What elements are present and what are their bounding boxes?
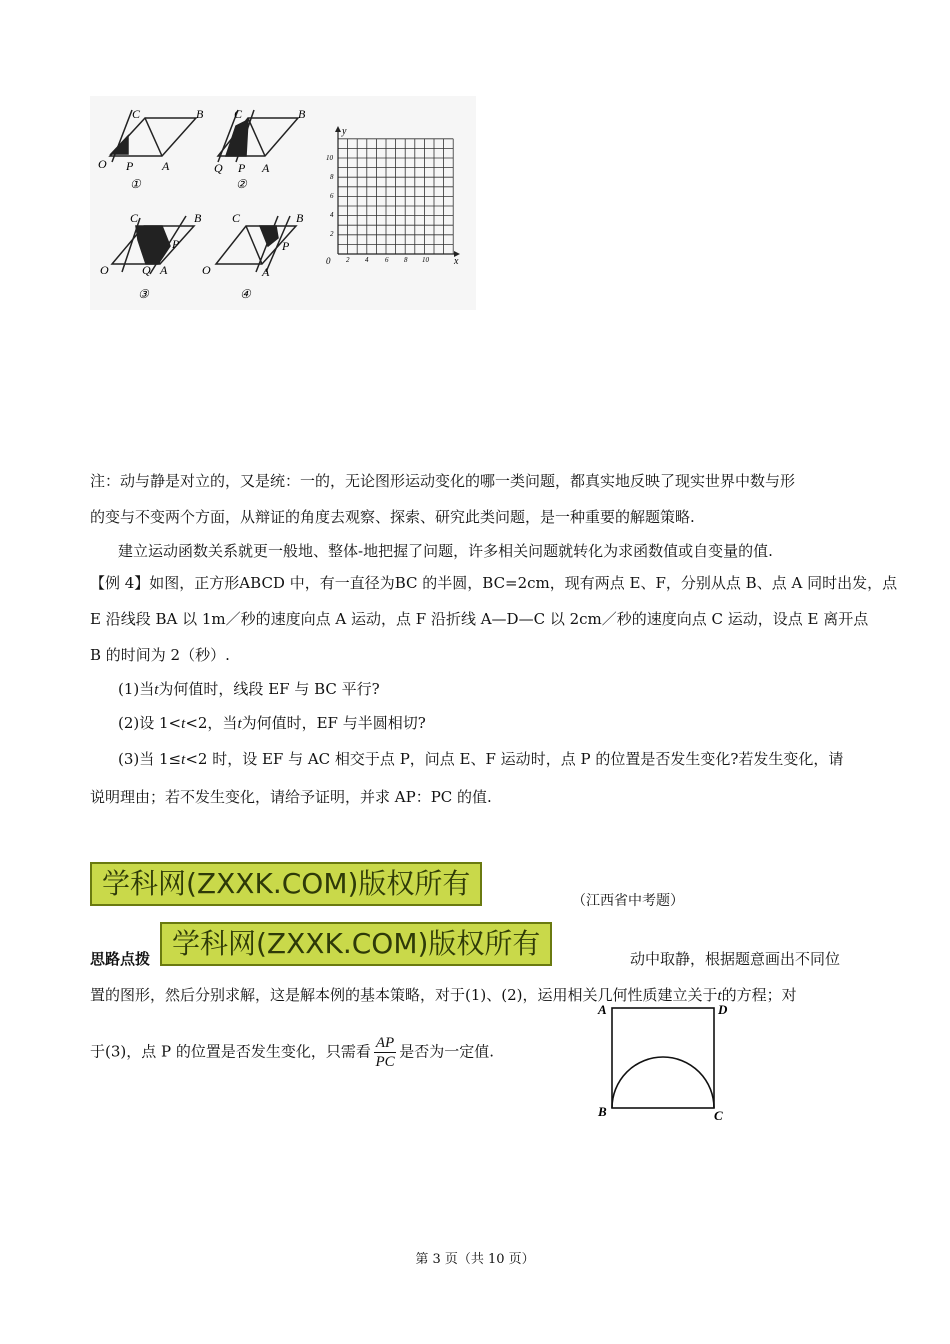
label-p1: P bbox=[126, 159, 134, 173]
caption-4: ④ bbox=[240, 287, 251, 301]
coordinate-grid bbox=[338, 139, 453, 254]
motion-figures bbox=[90, 96, 476, 310]
label-b4: B bbox=[296, 211, 304, 225]
hint-line-1: 动中取静，根据题意画出不同位 bbox=[630, 950, 841, 968]
label-c: C bbox=[714, 1108, 723, 1123]
x-tick: 6 bbox=[385, 256, 389, 264]
label-c2: C bbox=[234, 107, 243, 121]
label-o4: O bbox=[202, 263, 211, 277]
label-a2: A bbox=[262, 161, 270, 175]
label-q2: Q bbox=[214, 161, 223, 175]
question-1: (1)当t为何值时，线段 EF 与 BC 平行? bbox=[118, 680, 380, 698]
label-o1: O bbox=[98, 157, 107, 171]
y-tick: 4 bbox=[330, 211, 334, 219]
rhombus-3 bbox=[112, 216, 194, 274]
label-a3: A bbox=[160, 263, 168, 277]
question-2: (2)设 1<t<2，当t为何值时，EF 与半圆相切? bbox=[118, 714, 426, 732]
y-axis-label: y bbox=[342, 126, 347, 137]
source-label: （江西省中考题） bbox=[572, 893, 684, 909]
x-axis-label: x bbox=[454, 256, 459, 267]
rhombus-1 bbox=[110, 110, 196, 162]
y-tick: 8 bbox=[330, 173, 334, 181]
hint-line-3: 于(3)，点 P 的位置是否发生变化，只需看 $\frac{AP}{PC}$ 是否为一定值. bbox=[90, 1035, 494, 1070]
caption-1: ① bbox=[130, 177, 141, 191]
hint-label: 思路点拨 bbox=[90, 950, 151, 968]
hint-line-2: 置的图形，然后分别求解，这是解本例的基本策略，对于(1)、(2)，运用相关几何性质建立关于t的方程；对 bbox=[90, 986, 797, 1004]
ratio-fraction: $\frac{AP}{PC}$ bbox=[375, 1035, 395, 1070]
x-tick: 10 bbox=[422, 256, 429, 264]
label-c4: C bbox=[232, 211, 241, 225]
note-line-2: 的变与不变两个方面，从辩证的角度去观察、探索、研究此类问题，是一种重要的解题策略. bbox=[90, 508, 695, 526]
label-o3: O bbox=[100, 263, 109, 277]
label-p4: P bbox=[282, 239, 290, 253]
example-line-3: B 的时间为 2（秒）. bbox=[90, 646, 230, 664]
origin-label: 0 bbox=[326, 256, 331, 266]
label-b2: B bbox=[298, 107, 306, 121]
label-p2: P bbox=[238, 161, 246, 175]
label-a1: A bbox=[162, 159, 170, 173]
label-d: D bbox=[718, 1002, 728, 1017]
label-a4: A bbox=[262, 265, 270, 279]
rhombus-2 bbox=[218, 110, 298, 162]
y-tick-labels bbox=[326, 154, 334, 238]
y-tick: 10 bbox=[326, 154, 333, 162]
label-q3: Q bbox=[142, 263, 151, 277]
label-b3: B bbox=[194, 211, 202, 225]
caption-2: ② bbox=[236, 177, 247, 191]
label-c1: C bbox=[132, 107, 141, 121]
y-tick: 6 bbox=[330, 192, 334, 200]
example-line-2: E 沿线段 BA 以 1m／秒的速度向点 A 运动，点 F 沿折线 A—D—C 以 2cm／秒的速度向点 C 运动，设点 E 离开点 bbox=[90, 610, 869, 628]
x-tick-labels bbox=[346, 256, 430, 264]
note-line-1: 注：动与静是对立的，又是统：一的，无论图形运动变化的哪一类问题，都真实地反映了现实世界中数与形 bbox=[90, 472, 796, 490]
page-footer: 第 3 页（共 10 页） bbox=[415, 1252, 535, 1267]
x-tick: 4 bbox=[365, 256, 369, 264]
question-3-cont: 说明理由；若不发生变化，请给予证明，并求 AP：PC 的值. bbox=[90, 788, 492, 806]
label-b: B bbox=[598, 1104, 607, 1119]
label-p3: P bbox=[172, 237, 180, 251]
label-c3: C bbox=[130, 211, 139, 225]
question-3: (3)当 1≤t<2 时，设 EF 与 AC 相交于点 P，问点 E、F 运动时，点 P 的位置是否发生变化?若发生变化，请 bbox=[118, 750, 844, 768]
rhombus-and-grid-figure bbox=[90, 96, 476, 310]
caption-3: ③ bbox=[138, 287, 149, 301]
y-arrow-icon bbox=[335, 126, 341, 132]
x-tick: 2 bbox=[346, 256, 350, 264]
note-line-3: 建立运动函数关系就更一般地、整体-地把握了问题，许多相关问题就转化为求函数值或自变量的值. bbox=[118, 542, 773, 560]
label-a: A bbox=[598, 1002, 607, 1017]
watermark-banner-2: 学科网(ZXXK.COM)版权所有 bbox=[160, 922, 552, 966]
x-tick: 8 bbox=[404, 256, 408, 264]
example-line-1: 【例 4】如图，正方形ABCD 中，有一直径为BC 的半圆，BC=2cm，现有两点 E、F，分别从点 B、点 A 同时出发，点 bbox=[90, 574, 898, 592]
square-semicircle-figure bbox=[594, 998, 734, 1126]
y-tick: 2 bbox=[330, 230, 334, 238]
watermark-banner-1: 学科网(ZXXK.COM)版权所有 bbox=[90, 862, 482, 906]
label-b1: B bbox=[196, 107, 204, 121]
